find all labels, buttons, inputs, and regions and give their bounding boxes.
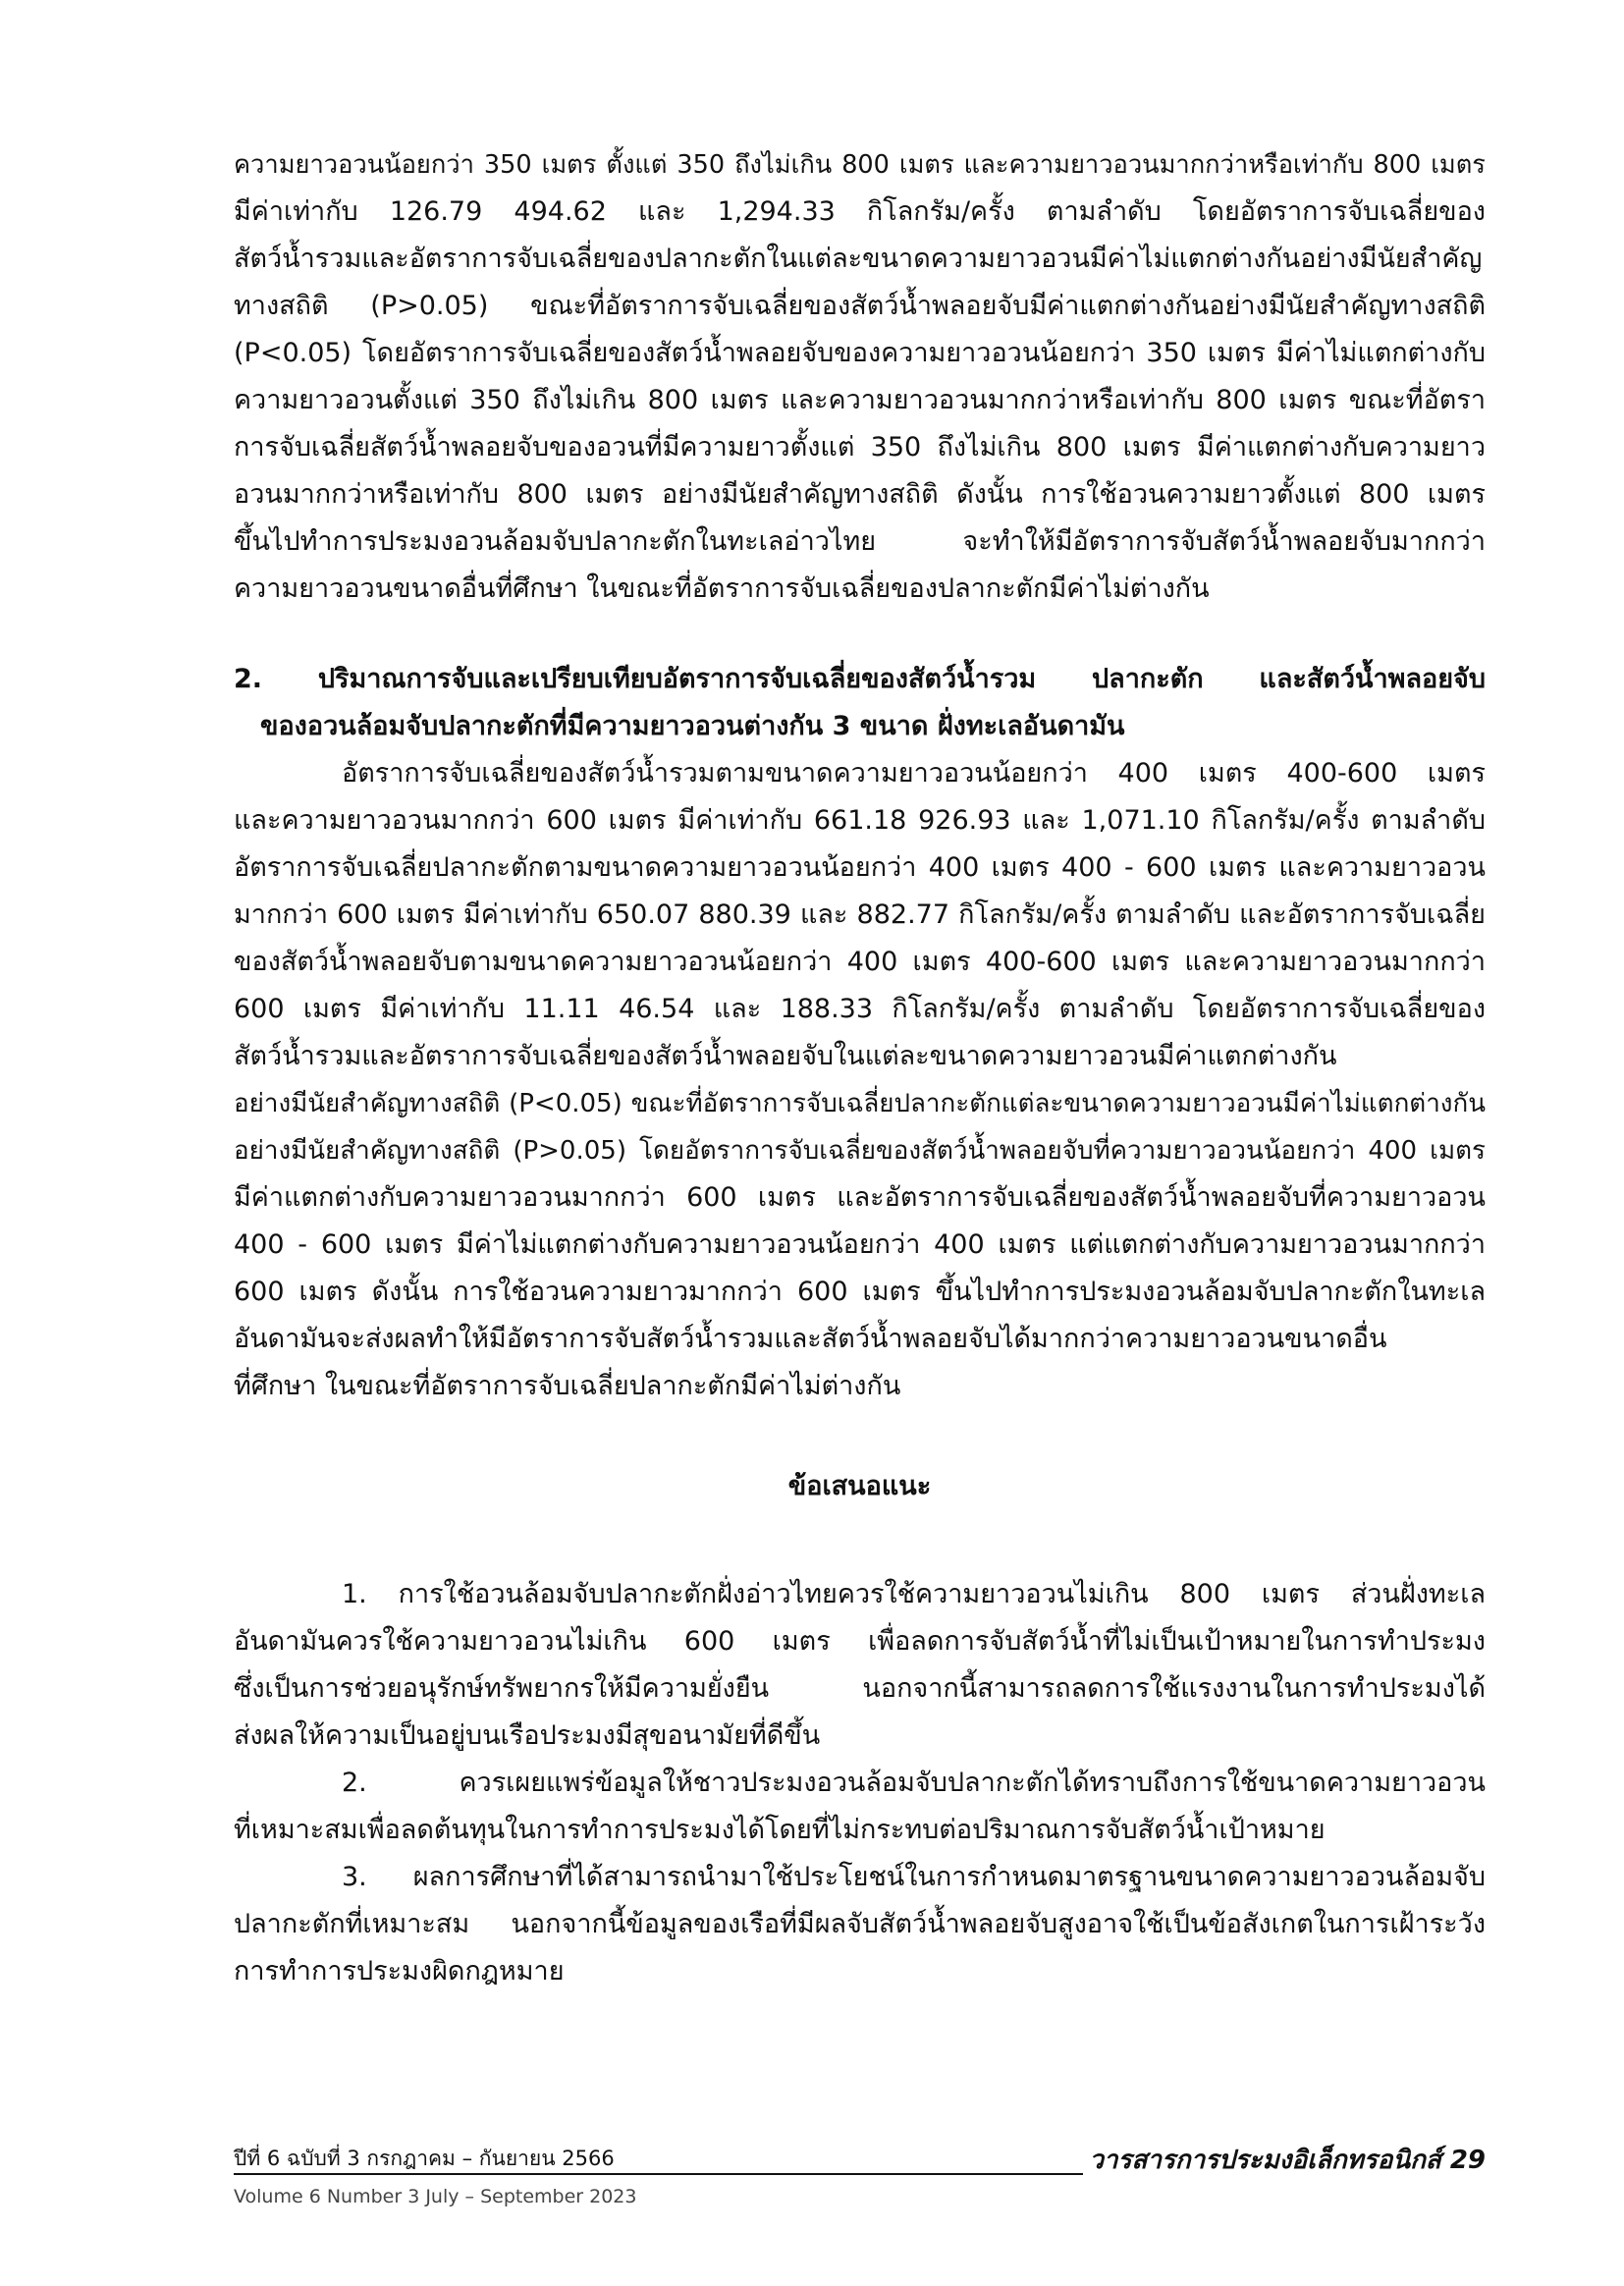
text-line: สัตว์น้ำรวมและอัตราการจับเฉลี่ยของสัตว์น้ำพลอยจับในแต่ละขนาดความยาวอวนมีค่าแตกต่างกัน	[234, 1041, 1337, 1071]
text-line: ทางสถิติ (P>0.05) ขณะที่อัตราการจับเฉลี่ยของสัตว์น้ำพลอยจับมีค่าแตกต่างกันอย่างมีนัยสำคัญทางสถิติ	[234, 291, 1486, 321]
recommendations-section	[234, 1463, 1486, 1995]
issue-info-english: Volume 6 Number 3 July – September 2023	[234, 2186, 637, 2207]
text-line: ขึ้นไปทำการประมงอวนล้อมจับปลากะตักในทะเลอ่าวไทย จะทำให้มีอัตราการจับสัตว์น้ำพลอยจับมากกว่า	[234, 526, 1486, 557]
paragraph-continuation	[234, 141, 1486, 613]
issue-info-thai: ปีที่ 6 ฉบับที่ 3 กรกฎาคม – กันยายน 2566	[234, 2147, 615, 2170]
text-line: ความยาวอวนขนาดอื่นที่ศึกษา ในขณะที่อัตราการจับเฉลี่ยของปลากะตักมีค่าไม่ต่างกัน	[234, 573, 1210, 604]
footer-row	[234, 2144, 1486, 2183]
recommendation-item-3	[234, 1854, 1486, 1995]
text-line: 3. ผลการศึกษาที่ได้สามารถนำมาใช้ประโยชน์ในการกำหนดมาตรฐานขนาดความยาวอวนล้อมจับ	[342, 1862, 1486, 1892]
text-line: 1. การใช้อวนล้อมจับปลากะตักฝั่งอ่าวไทยควรใช้ความยาวอวนไม่เกิน 800 เมตร ส่วนฝั่งทะเล	[342, 1579, 1486, 1609]
section-heading-continued: ของอวนล้อมจับปลากะตักที่มีความยาวอวนต่างกัน 3 ขนาด ฝั่งทะเลอันดามัน	[260, 711, 1125, 741]
page-footer	[234, 2144, 1486, 2210]
text-line: 2. ควรเผยแพร่ข้อมูลให้ชาวประมงอวนล้อมจับปลากะตักได้ทราบถึงการใช้ขนาดความยาวอวน	[342, 1768, 1486, 1798]
recommendation-item-2	[234, 1760, 1486, 1854]
text-line: อวนมากกว่าหรือเท่ากับ 800 เมตร อย่างมีนัยสำคัญทางสถิติ ดังนั้น การใช้อวนความยาวตั้งแต่ 800 เมตร	[234, 479, 1486, 510]
text-line: มีค่าแตกต่างกับความยาวอวนมากกว่า 600 เมตร และอัตราการจับเฉลี่ยของสัตว์น้ำพลอยจับที่ความยาวอวน	[234, 1182, 1486, 1213]
text-line: สัตว์น้ำรวมและอัตราการจับเฉลี่ยของปลากะตักในแต่ละขนาดความยาวอวนมีค่าไม่แตกต่างกันอย่างมีนัยสำคัญ	[234, 244, 1483, 274]
text-line: การจับเฉลี่ยสัตว์น้ำพลอยจับของอวนที่มีความยาวตั้งแต่ 350 ถึงไม่เกิน 800 เมตร มีค่าแตกต่างกับความยาว	[234, 432, 1486, 463]
text-line: ส่งผลให้ความเป็นอยู่บนเรือประมงมีสุขอนามัยที่ดีขึ้น	[234, 1720, 821, 1751]
text-line: อย่างมีนัยสำคัญทางสถิติ (P<0.05) ขณะที่อัตราการจับเฉลี่ยปลากะตักแต่ละขนาดความยาวอวนมีค่าไม่แตกต่างกัน	[234, 1089, 1486, 1118]
text-line: (P<0.05) โดยอัตราการจับเฉลี่ยของสัตว์น้ำพลอยจับของความยาวอวนน้อยกว่า 350 เมตร มีค่าไม่แตกต่างกับ	[234, 338, 1486, 368]
spacer	[234, 1410, 1486, 1463]
text-line: ที่เหมาะสมเพื่อลดต้นทุนในการทำการประมงได้โดยที่ไม่กระทบต่อปริมาณการจับสัตว์น้ำเป้าหมาย	[234, 1815, 1326, 1845]
recommendation-item-1	[234, 1571, 1486, 1760]
spacer	[234, 1510, 1486, 1571]
journal-title-page-number: วารสารการประมงอิเล็กทรอนิกส์ 29	[1089, 2146, 1486, 2175]
text-line: ที่ศึกษา ในขณะที่อัตราการจับเฉลี่ยปลากะตักมีค่าไม่ต่างกัน	[234, 1371, 901, 1401]
text-line: 400 - 600 เมตร มีค่าไม่แตกต่างกับความยาวอวนน้อยกว่า 400 เมตร แต่แตกต่างกับความยาวอวนมากกว่า	[234, 1229, 1486, 1260]
text-line: อัตราการจับเฉลี่ยปลากะตักตามขนาดความยาวอวนน้อยกว่า 400 เมตร 400 - 600 เมตร และความยาวอวน	[234, 852, 1486, 883]
text-line: 600 เมตร ดังนั้น การใช้อวนความยาวมากกว่า 600 เมตร ขึ้นไปทำการประมงอวนล้อมจับปลากะตักในทะเล	[234, 1277, 1486, 1307]
spacer	[234, 613, 1486, 656]
page-body	[234, 141, 1486, 1995]
text-line: อย่างมีนัยสำคัญทางสถิติ (P>0.05) โดยอัตราการจับเฉลี่ยของสัตว์น้ำพลอยจับที่ความยาวอวนน้อยกว่า 400 เมตร	[234, 1136, 1486, 1166]
text-line: มีค่าเท่ากับ 126.79 494.62 และ 1,294.33 กิโลกรัม/ครั้ง ตามลำดับ โดยอัตราการจับเฉลี่ยของ	[234, 196, 1486, 227]
section-2	[234, 656, 1486, 1410]
footer-rule	[234, 2173, 1083, 2175]
text-line: และความยาวอวนมากกว่า 600 เมตร มีค่าเท่ากับ 661.18 926.93 และ 1,071.10 กิโลกรัม/ครั้ง ตามลำดับ	[234, 805, 1486, 836]
text-line: 600 เมตร มีค่าเท่ากับ 11.11 46.54 และ 188.33 กิโลกรัม/ครั้ง ตามลำดับ โดยอัตราการจับเฉลี่ยของ	[234, 994, 1486, 1024]
section-heading: 2. ปริมาณการจับและเปรียบเทียบอัตราการจับเฉลี่ยของสัตว์น้ำรวม ปลากะตัก และสัตว์น้ำพลอยจับ	[234, 664, 1486, 694]
recommendations-title: ข้อเสนอแนะ	[787, 1471, 932, 1501]
text-line: อันดามันควรใช้ความยาวอวนไม่เกิน 600 เมตร เพื่อลดการจับสัตว์น้ำที่ไม่เป็นเป้าหมายในการทำประมง	[234, 1626, 1486, 1657]
text-line: อันดามันจะส่งผลทำให้มีอัตราการจับสัตว์น้ำรวมและสัตว์น้ำพลอยจับได้มากกว่าความยาวอวนขนาดอื่น	[234, 1324, 1387, 1354]
text-line: ซึ่งเป็นการช่วยอนุรักษ์ทรัพยากรให้มีความยั่งยืน นอกจากนี้สามารถลดการใช้แรงงานในการทำประมงได้	[234, 1673, 1486, 1704]
text-line: ความยาวอวนน้อยกว่า 350 เมตร ตั้งแต่ 350 ถึงไม่เกิน 800 เมตร และความยาวอวนมากกว่าหรือเท่ากับ 800 เมตร	[234, 150, 1486, 180]
text-line: ปลากะตักที่เหมาะสม นอกจากนี้ข้อมูลของเรือที่มีผลจับสัตว์น้ำพลอยจับสูงอาจใช้เป็นข้อสังเกตในการเฝ้าระวัง	[234, 1909, 1486, 1939]
text-line: อัตราการจับเฉลี่ยของสัตว์น้ำรวมตามขนาดความยาวอวนน้อยกว่า 400 เมตร 400-600 เมตร	[342, 758, 1486, 789]
text-line: การทำการประมงผิดกฎหมาย	[234, 1956, 565, 1987]
text-line: ของสัตว์น้ำพลอยจับตามขนาดความยาวอวนน้อยกว่า 400 เมตร 400-600 เมตร และความยาวอวนมากกว่า	[234, 947, 1486, 977]
text-line: ความยาวอวนตั้งแต่ 350 ถึงไม่เกิน 800 เมตร และความยาวอวนมากกว่าหรือเท่ากับ 800 เมตร ขณะที่อัตรา	[234, 385, 1486, 415]
text-line: มากกว่า 600 เมตร มีค่าเท่ากับ 650.07 880.39 และ 882.77 กิโลกรัม/ครั้ง ตามลำดับ และอัตราการจับเฉลี่ย	[234, 899, 1486, 930]
